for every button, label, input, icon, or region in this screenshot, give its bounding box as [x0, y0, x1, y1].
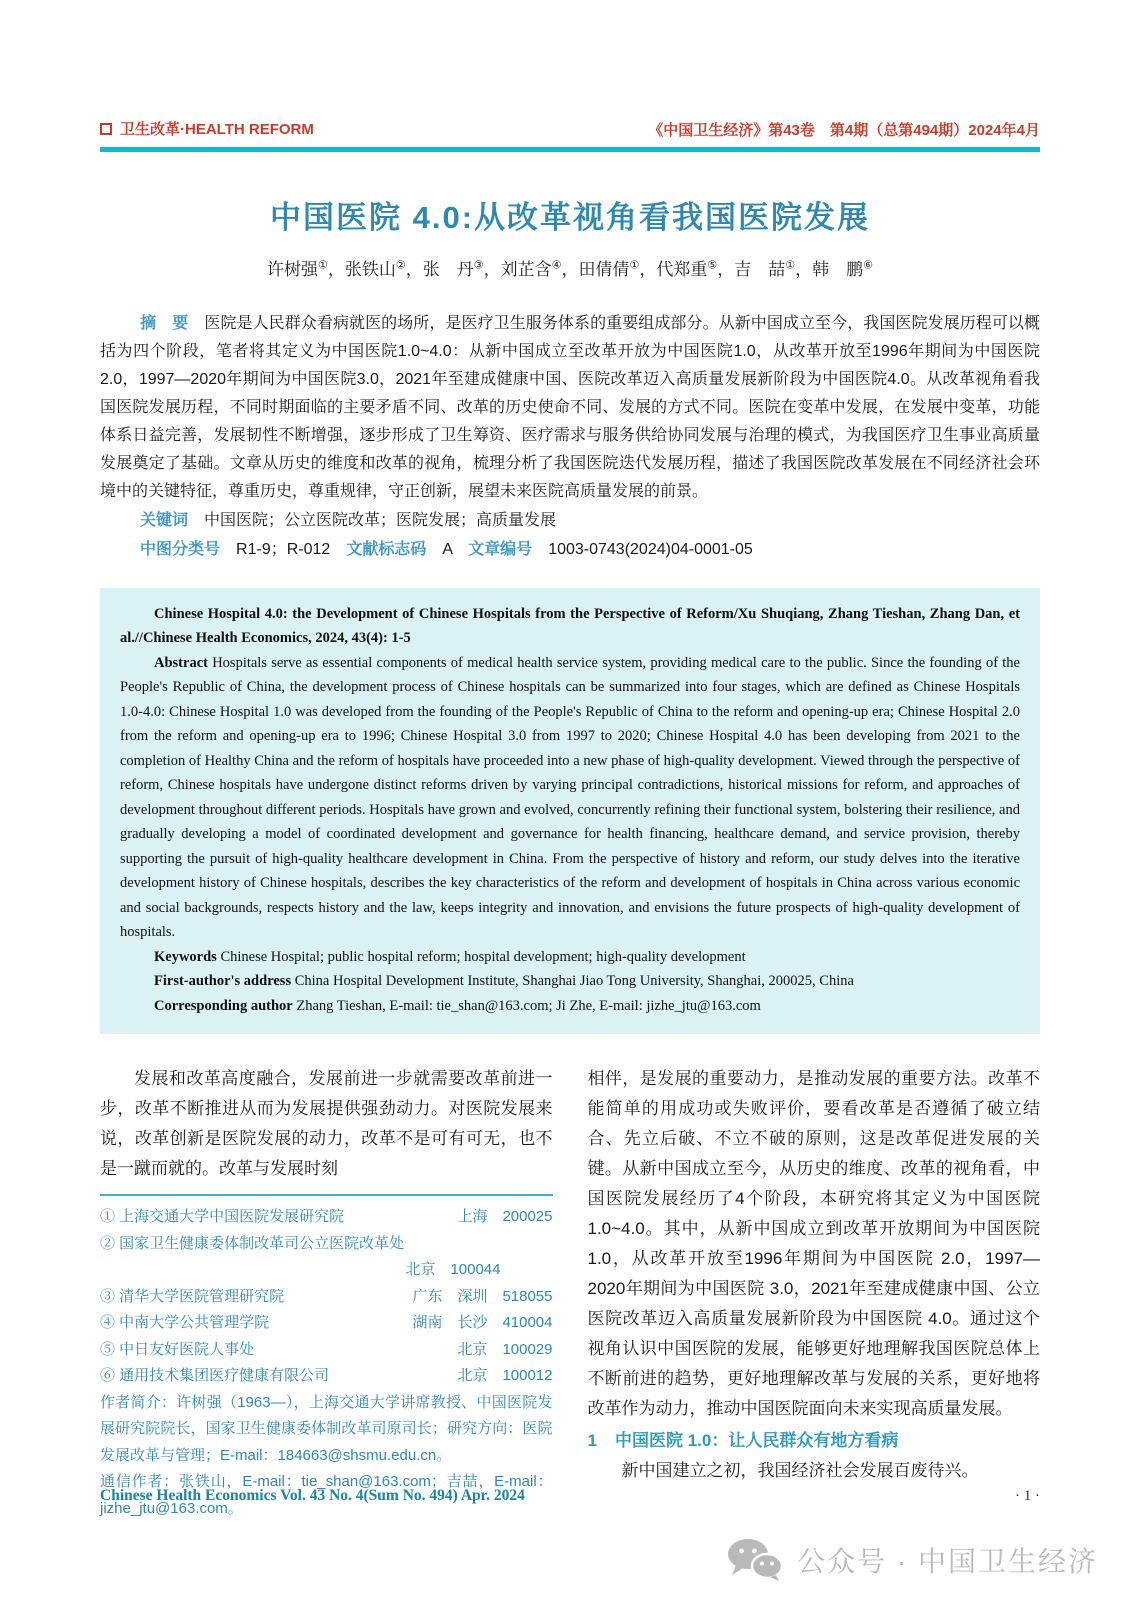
article-id-label: 文章编号 [468, 540, 533, 558]
running-head [100, 0, 1040, 140]
body-paragraph: 新中国建立之初，我国经济社会发展百废待兴。 [621, 1461, 979, 1480]
body-paragraph: 发展和改革高度融合，发展前进一步就需要改革前进一步，改革不断推进从而为发展提供强劲动力。对医院发展来说，改革创新是医院发展的动力，改革不是可有可无，也不是一蹴而就的。改革与发展时刻 [100, 1069, 553, 1178]
author-bio: 作者简介：许树强（1963—），上海交通大学讲席教授、中国医院发展研究院院长，国家卫生健康委体制改革司原司长；研究方向：医院发展改革与管理；E-mail：184663@shsmu.edu.cn。 [100, 1393, 553, 1464]
author-affil-mark: ① [785, 258, 796, 271]
keywords-label: 关键词 [140, 511, 189, 529]
clc-value: R1-9；R-012 [236, 540, 331, 558]
wechat-watermark [727, 1538, 1098, 1582]
author-affil-mark: ③ [473, 258, 484, 271]
en-abstract: Abstract Hospitals serve as essential components of medical health service system, providing medical care to the public. Since the founding of the People's Republic of China, the development process of Chinese hospitals can be summarized into four stages, which are defined as Chinese Hospitals 1.0-4.0: Chinese Hospital 1.0 was developed from the founding of the People's Republic of China to the reform and opening-up era; Chinese Hospital 2.0 from the reform and opening-up era to 1996; Chinese Hospital 3.0 from 1997 to 2020; Chinese Hospital 4.0 has been developing from 2021 to the completion of Healthy China and the reform of hospitals have proceeded into a new phase of high-quality development. Viewed through the perspective of reform, Chinese hospitals have undergone distinct reforms driven by varying principal contradictions, historical missions for reform, and approaches of development throughout different periods. Hospitals have grown and evolved, concurrently refining their functional system, bolstering their resilience, and gradually developing a model of coordinated development and governance for health financing, healthcare demand, and service provision, thereby supporting the pursuit of high-quality healthcare development in China. From the perspective of history and reform, our study delves into the iterative development history of Chinese hospitals, describes the key characteristics of the reform and development of hospitals in China across various economic and social backgrounds, respects history and the law, keeps integrity and innovation, and envisions the future prospects of high-quality development of hospitals. [120, 654, 1020, 940]
footnote-block [100, 1204, 553, 1522]
section-heading [588, 1426, 1041, 1456]
keywords-text: 中国医院；公立医院改革；医院发展；高质量发展 [204, 511, 557, 529]
classification-line [100, 535, 1040, 564]
abstract-label: 摘 要 [140, 314, 189, 332]
page-number: · 1 · [1015, 1488, 1040, 1504]
affiliation-row: ⑤ 中日友好医院人事处 北京 100029 [100, 1340, 553, 1358]
author-affil-mark: ① [629, 258, 640, 271]
page-footer [100, 1487, 1040, 1505]
journal-info: 《中国卫生经济》第43卷 第4期（总第494期）2024年4月 [648, 121, 1040, 139]
corresponding-author-note: 通信作者：张铁山，E-mail：tie_shan@163.com；吉喆，E-mail：jizhe_jtu@163.com。 [100, 1473, 553, 1517]
section-box-icon [100, 123, 112, 135]
left-column [100, 1064, 553, 1522]
affiliation-row: ① 上海交通大学中国医院发展研究院 上海 200025 [100, 1208, 553, 1225]
en-keywords-label: Keywords [154, 948, 217, 965]
right-column [588, 1064, 1041, 1522]
en-address-label: First-author's address [154, 973, 292, 989]
en-corresponding: Corresponding author Zhang Tieshan, E-mail: tie_shan@163.com; Ji Zhe, E-mail: jizhe_jtu@163.com [154, 997, 761, 1014]
author: 刘芷含④ [500, 258, 562, 279]
author: 韩 鹏⑥ [812, 258, 873, 279]
doc-code-value: A [442, 540, 453, 558]
author: 张铁山② [344, 258, 406, 279]
en-citation: Chinese Hospital 4.0: the Development of Chinese Hospitals from the Perspective of Reform/Xu Shuqiang, Zhang Tieshan, Zhang Dan, et al.//Chinese Health Economics, 2024, 43(4): 1-5 [120, 605, 1020, 646]
author: 许树强① [267, 258, 328, 279]
affiliation-row: ② 国家卫生健康委体制改革司公立医院改革处 北京 100044 [100, 1234, 501, 1278]
article-id-value: 1003-0743(2024)04-0001-05 [548, 540, 753, 558]
author-affil-mark: ⑥ [863, 258, 873, 271]
author: 吉 喆① [734, 258, 796, 279]
abstract-en-box [100, 588, 1040, 1035]
keywords-line [100, 506, 1040, 535]
abstract-text: 医院是人民群众看病就医的场所，是医疗卫生服务体系的重要组成部分。从新中国成立至今，我国医院发展历程可以概括为四个阶段，笔者将其定义为中国医院1.0~4.0：从新中国成立至改革开放为中国医院1.0，从改革开放至1996年期间为中国医院2.0，1997—2020年期间为中国医院3.0，2021年至建成健康中国、医院改革迈入高质量发展新阶段为中国医院4.0。从改革视角看我国医院发展历程，不同时期面临的主要矛盾不同、改革的历史使命不同、发展的方式不同。医院在变革中发展，在发展中变革，功能体系日益完善，发展韧性不断增强，逐步形成了卫生筹资、医疗需求与服务供给协同发展与治理的模式，为我国医疗卫生事业高质量发展奠定了基础。文章从历史的维度和改革的视角，梳理分析了我国医院迭代发展历程，描述了我国医院改革发展在不同经济社会环境中的关键特征，尊重历史，尊重规律，守正创新，展望未来医院高质量发展的前景。 [100, 314, 1040, 500]
author-affil-mark: ① [318, 258, 328, 271]
author-affil-mark: ② [395, 258, 406, 271]
footer-journal-line: Chinese Health Economics Vol. 43 No. 4(Sum No. 494) Apr. 2024 [100, 1487, 525, 1504]
abstract-zh [100, 310, 1040, 506]
author: 张 丹③ [422, 258, 484, 279]
doc-code-label: 文献标志码 [346, 540, 427, 558]
section-label: 卫生改革·HEALTH REFORM [120, 121, 314, 138]
section-number: 1 [587, 1431, 597, 1450]
author: 田倩倩① [578, 258, 640, 279]
author-affil-mark: ⑤ [707, 258, 718, 271]
en-address: First-author's address China Hospital Development Institute, Shanghai Jiao Tong University, Shanghai, 200025, China [154, 973, 854, 989]
author-line: 许树强①，张铁山②，张 丹③，刘芷含④，田倩倩①，代郑重⑤，吉 喆①，韩 鹏⑥ [267, 258, 873, 279]
watermark-text: 公众号 · 中国卫生经济 [797, 1546, 1098, 1577]
affiliation-row: ③ 清华大学医院管理研究院 广东 深圳 518055 [100, 1287, 553, 1305]
header-rule [100, 147, 1040, 152]
body-columns [100, 1064, 1040, 1522]
en-abstract-label: Abstract [154, 654, 208, 671]
wechat-icon [727, 1538, 783, 1582]
en-keywords: Keywords Chinese Hospital; public hospital reform; hospital development; high-quality development [154, 948, 746, 965]
author: 代郑重⑤ [656, 258, 718, 279]
running-head-section [100, 118, 314, 139]
body-paragraph: 相伴，是发展的重要动力，是推动发展的重要方法。改革不能简单的用成功或失败评价，要看改革是否遵循了破立结合、先立后破、不立不破的原则，这是改革促进发展的关键。从新中国成立至今，从历史的维度、改革的视角看，中国医院发展经历了4个阶段，本研究将其定义为中国医院 1.0~4.0。其中，从新中国成立到改革开放期间为中国医院 1.0，从改革开放至1996年期间为中国医院 2.0，1997—2020年期间为中国医院 3.0，2021年至建成健康中国、公立医院改革迈入高质量发展新阶段为中国医院 4.0。通过这个视角认识中国医院的发展，能够更好地理解我国医院总体上不断前进的趋势，更好地理解改革与发展的关系，更好地将改革作为动力，推动中国医院面向未来实现高质量发展。 [587, 1069, 1040, 1418]
affiliation-row: ④ 中南大学公共管理学院 湖南 长沙 410004 [100, 1314, 553, 1331]
footnote-divider [100, 1194, 553, 1196]
affiliation-row: ⑥ 通用技术集团医疗健康有限公司 北京 100012 [100, 1367, 553, 1384]
author-affil-mark: ④ [551, 258, 562, 271]
clc-label: 中图分类号 [140, 540, 221, 558]
section-title: 中国医院 1.0：让人民群众有地方看病 [614, 1431, 899, 1450]
page-title: 中国医院 4.0:从改革视角看我国医院发展 [269, 199, 871, 235]
en-corresponding-label: Corresponding author [154, 997, 293, 1014]
